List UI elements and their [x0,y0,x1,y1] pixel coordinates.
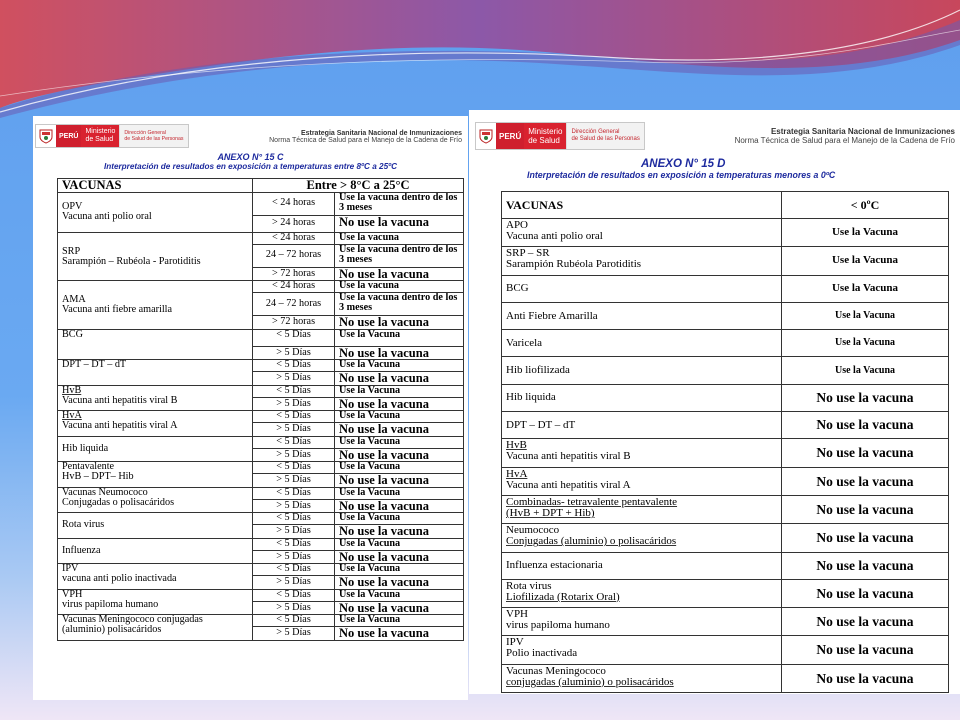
time-cell: < 24 horas [253,192,335,215]
vaccine-cell [58,538,253,564]
vaccine-cell [58,232,253,281]
vaccine-cell [502,439,782,467]
time-cell: < 5 Días [253,513,335,525]
vaccine-name: Vacunas Meningococo [506,664,606,677]
vaccine-name: SRP – SR [506,247,550,260]
table-row [502,357,949,384]
peru-crest-icon [476,123,496,149]
action-cell: No use la vacuna [335,372,464,386]
table-row [58,615,464,627]
vaccine-desc: Polio inactivada [506,647,578,660]
action-cell: Use la Vacuna [335,538,464,550]
table-row [502,467,949,495]
vaccine-cell [58,436,253,462]
vaccine-cell [58,487,253,513]
directorate-label: Dirección General de Salud de las Personas [119,125,187,147]
action-cell: Use la Vacuna [335,564,464,576]
action-cell: No use la vacuna [335,267,464,281]
time-cell: > 5 Días [253,423,335,437]
table-row [58,192,464,215]
time-cell: < 5 Días [253,360,335,372]
strategy-heading [735,127,955,145]
vaccine-desc: (aluminio) polisacáridos [62,624,162,636]
action-cell: No use la vacuna [782,439,949,467]
action-cell: Use la Vacuna [335,487,464,499]
action-cell: Use la Vacuna [782,275,949,302]
time-cell: > 72 horas [253,267,335,281]
action-cell: Use la vacuna [335,232,464,244]
action-cell: Use la Vacuna [782,247,949,275]
time-cell: > 5 Días [253,550,335,564]
time-cell: > 5 Días [253,627,335,641]
table-row [58,232,464,244]
vaccine-desc: Vacuna anti hepatitis viral A [506,478,631,491]
action-cell: No use la vacuna [335,550,464,564]
action-cell: Use la Vacuna [335,360,464,372]
vaccine-desc: Vacuna anti hepatitis viral B [506,450,631,463]
directorate-label: Dirección General de Salud de las Personas [566,123,643,149]
vaccine-name: Combinadas- tetravalente pentavalente [506,495,678,508]
action-cell: No use la vacuna [782,524,949,552]
action-cell: Use la vacuna dentro de los 3 meses [335,293,464,316]
action-cell: No use la vacuna [335,576,464,590]
table-row [502,636,949,664]
vaccine-cell [58,329,253,360]
action-cell: Use la Vacuna [335,385,464,397]
action-cell: No use la vacuna [335,316,464,330]
annex-subtitle: Interpretación de resultados en exposición a temperaturas menores a 0ºC [527,170,836,180]
action-cell: No use la vacuna [335,601,464,615]
table-header-row [58,179,464,193]
header-temperature: Entre > 8°C a 25°C [253,179,464,193]
table-row [502,247,949,275]
action-cell: Use la Vacuna [782,357,949,384]
action-cell: No use la vacuna [335,627,464,641]
vaccine-cell [58,360,253,386]
vaccine-cell [58,589,253,615]
vaccine-name: Influenza estacionaria [506,559,603,572]
table-row [58,360,464,372]
action-cell: Use la Vacuna [335,615,464,627]
vaccine-desc: conjugadas (aluminio) o polisacáridos [506,675,674,688]
time-cell: < 5 Días [253,411,335,423]
table-row [58,564,464,576]
vaccine-name: HvB [62,385,82,396]
vaccine-cell [502,302,782,329]
annex-title: ANEXO N° 15 C [217,152,284,162]
vaccine-name: Vacunas Neumococo [62,487,148,498]
table-row [502,524,949,552]
action-cell: No use la vacuna [782,552,949,579]
time-cell: < 5 Días [253,385,335,397]
action-cell: No use la vacuna [782,495,949,523]
action-cell: No use la vacuna [782,467,949,495]
document-header [33,116,468,158]
vaccine-desc: Conjugadas (aluminio) o polisacáridos [506,535,677,548]
time-cell: 24 – 72 horas [253,293,335,316]
table-row [58,487,464,499]
vaccine-cell [502,524,782,552]
ministry-label: Ministerio de Salud [524,123,566,149]
time-cell: > 5 Días [253,346,335,360]
vaccine-cell [58,192,253,232]
vaccine-table-below-0c [501,191,949,693]
vaccine-cell [502,552,782,579]
action-cell: No use la vacuna [782,412,949,439]
time-cell: > 24 horas [253,215,335,232]
table-header-row [502,192,949,219]
time-cell: > 5 Días [253,372,335,386]
annex-title: ANEXO N° 15 D [641,158,726,170]
action-cell: Use la Vacuna [335,589,464,601]
action-cell: Use la Vacuna [335,411,464,423]
table-row [502,384,949,411]
action-cell: No use la vacuna [335,215,464,232]
minsa-logo [35,124,189,148]
vaccine-cell [58,462,253,488]
table-body [502,192,949,693]
vaccine-cell [502,664,782,692]
vaccine-name: HvA [506,467,528,480]
time-cell: 24 – 72 horas [253,244,335,267]
action-cell: Use la vacuna dentro de los 3 meses [335,244,464,267]
strategy-heading [269,130,462,144]
vaccine-name: Vacunas Meningococo conjugadas [62,614,203,625]
time-cell: < 5 Días [253,329,335,346]
table-row [58,462,464,474]
vaccine-desc: Vacuna anti polio oral [62,210,152,222]
vaccine-name: Pentavalente [62,461,115,472]
table-row [58,329,464,346]
table-row [58,281,464,293]
vaccine-name: AMA [62,294,86,305]
table-row [58,513,464,525]
time-cell: < 5 Días [253,538,335,550]
vaccine-desc: (HvB + DPT + Hib) [506,506,595,519]
vaccine-cell [58,385,253,411]
vaccine-table-8-25c [57,178,464,641]
time-cell: > 5 Días [253,397,335,411]
table-row [502,608,949,636]
vaccine-name: BCG [62,329,83,340]
time-cell: < 5 Días [253,487,335,499]
time-cell: < 5 Días [253,615,335,627]
vaccine-cell [58,411,253,437]
action-cell: No use la vacuna [335,525,464,539]
vaccine-name: Rota virus [506,579,552,592]
vaccine-name: Neumococo [506,524,560,537]
header-vacunas: VACUNAS [502,192,782,219]
action-cell: Use la Vacuna [335,462,464,474]
action-cell: No use la vacuna [335,346,464,360]
vaccine-cell [502,412,782,439]
vaccine-cell [502,636,782,664]
action-cell: No use la vacuna [335,448,464,462]
vaccine-name: Rota virus [62,519,105,531]
vaccine-name: SRP [62,245,81,257]
table-row [502,495,949,523]
vaccine-cell [502,608,782,636]
vaccine-cell [502,219,782,247]
vaccine-name: APO [506,219,529,231]
vaccine-desc: virus papiloma humano [62,598,159,610]
action-cell: No use la vacuna [335,499,464,513]
vaccine-desc: Conjugadas o polisacáridos [62,496,175,508]
vaccine-desc: Vacuna anti fiebre amarilla [62,304,173,316]
vaccine-cell [502,384,782,411]
vaccine-cell [502,467,782,495]
table-row [502,439,949,467]
time-cell: < 5 Días [253,564,335,576]
annex-15c-document [33,116,468,700]
strategy-line1: Estrategia Sanitaria Nacional de Inmunizaciones [300,130,462,137]
action-cell: Use la Vacuna [782,219,949,247]
action-cell: Use la Vacuna [335,513,464,525]
vaccine-cell [502,357,782,384]
vaccine-desc: Sarampión – Rubéola - Parotiditis [62,255,201,267]
vaccine-name: OPV [62,200,83,212]
vaccine-cell [502,330,782,357]
vaccine-cell [502,275,782,302]
table-row [58,538,464,550]
vaccine-desc: HvB – DPT– Hib [62,471,134,483]
strategy-line2: Norma Técnica de Salud para el Manejo de la Cadena de Frío [269,137,462,144]
action-cell: No use la vacuna [782,608,949,636]
strategy-line2: Norma Técnica de Salud para el Manejo de la Cadena de Frío [734,136,955,145]
time-cell: < 5 Días [253,462,335,474]
peru-label: PERÚ [496,123,524,149]
vaccine-cell [502,247,782,275]
table-row [502,664,949,692]
time-cell: > 5 Días [253,448,335,462]
time-cell: > 5 Días [253,576,335,590]
time-cell: > 72 horas [253,316,335,330]
vaccine-name: DPT – DT – dT [506,418,576,431]
table-row [58,436,464,448]
vaccine-name: HvA [62,410,82,421]
table-row [502,302,949,329]
action-cell: No use la vacuna [782,384,949,411]
action-cell: Use la vacuna dentro de los 3 meses [335,192,464,215]
vaccine-name: DPT – DT – dT [62,359,127,370]
table-row [502,579,949,607]
action-cell: No use la vacuna [782,664,949,692]
ministry-label: Ministerio de Salud [81,125,119,147]
vaccine-name: HvB [506,439,527,452]
vaccine-desc: vacuna anti polio inactivada [62,573,177,585]
table-row [502,552,949,579]
annex-subtitle: Interpretación de resultados en exposición a temperaturas entre 8ºC a 25ºC [103,162,398,171]
action-cell: Use la Vacuna [782,302,949,329]
vaccine-name: BCG [506,282,529,295]
peru-label: PERÚ [56,125,81,147]
vaccine-name: Anti Fiebre Amarilla [506,309,598,322]
action-cell: Use la Vacuna [335,329,464,346]
action-cell: No use la vacuna [335,397,464,411]
vaccine-name: VPH [62,589,83,600]
action-cell: No use la vacuna [335,474,464,488]
time-cell: < 24 horas [253,232,335,244]
action-cell: No use la vacuna [782,579,949,607]
table-row [502,275,949,302]
vaccine-desc: Vacuna anti hepatitis viral B [62,394,178,406]
time-cell: < 5 Días [253,436,335,448]
vaccine-desc: Liofilizada (Rotarix Oral) [506,590,620,603]
vaccine-cell [58,564,253,590]
table-row [58,385,464,397]
action-cell: Use la Vacuna [782,330,949,357]
time-cell: < 5 Días [253,589,335,601]
time-cell: > 5 Días [253,601,335,615]
time-cell: > 5 Días [253,525,335,539]
vaccine-name: Hib liquida [506,391,556,404]
action-cell: No use la vacuna [782,636,949,664]
peru-crest-icon [36,125,56,147]
vaccine-cell [58,513,253,539]
vaccine-cell [502,579,782,607]
action-cell: Use la Vacuna [335,436,464,448]
vaccine-name: IPV [506,636,524,649]
action-cell: Use la vacuna [335,281,464,293]
vaccine-name: VPH [506,608,529,621]
vaccine-name: Hib liofilizada [506,364,570,377]
table-row [502,412,949,439]
vaccine-cell [58,281,253,330]
vaccine-name: Hib liquida [62,442,109,454]
action-cell: No use la vacuna [335,423,464,437]
header-temperature: < 0ºC [782,192,949,219]
vaccine-name: Varicela [506,336,543,349]
table-row [502,330,949,357]
vaccine-desc: virus papiloma humano [506,619,610,632]
document-header [469,110,960,158]
vaccine-name: Influenza [62,544,101,556]
minsa-logo [475,122,645,150]
vaccine-cell [58,615,253,641]
header-vacunas: VACUNAS [58,179,253,193]
table-row [502,219,949,247]
vaccine-desc: Vacuna anti polio oral [506,230,603,242]
annex-15d-document [469,110,960,694]
table-row [58,411,464,423]
time-cell: > 5 Días [253,499,335,513]
vaccine-desc: Sarampión Rubéola Parotiditis [506,258,642,271]
vaccine-name: IPV [62,563,79,574]
time-cell: < 24 horas [253,281,335,293]
strategy-line1: Estrategia Sanitaria Nacional de Inmunizaciones [770,127,955,136]
vaccine-cell [502,495,782,523]
time-cell: > 5 Días [253,474,335,488]
vaccine-desc: Vacuna anti hepatitis viral A [62,420,178,432]
table-row [58,589,464,601]
